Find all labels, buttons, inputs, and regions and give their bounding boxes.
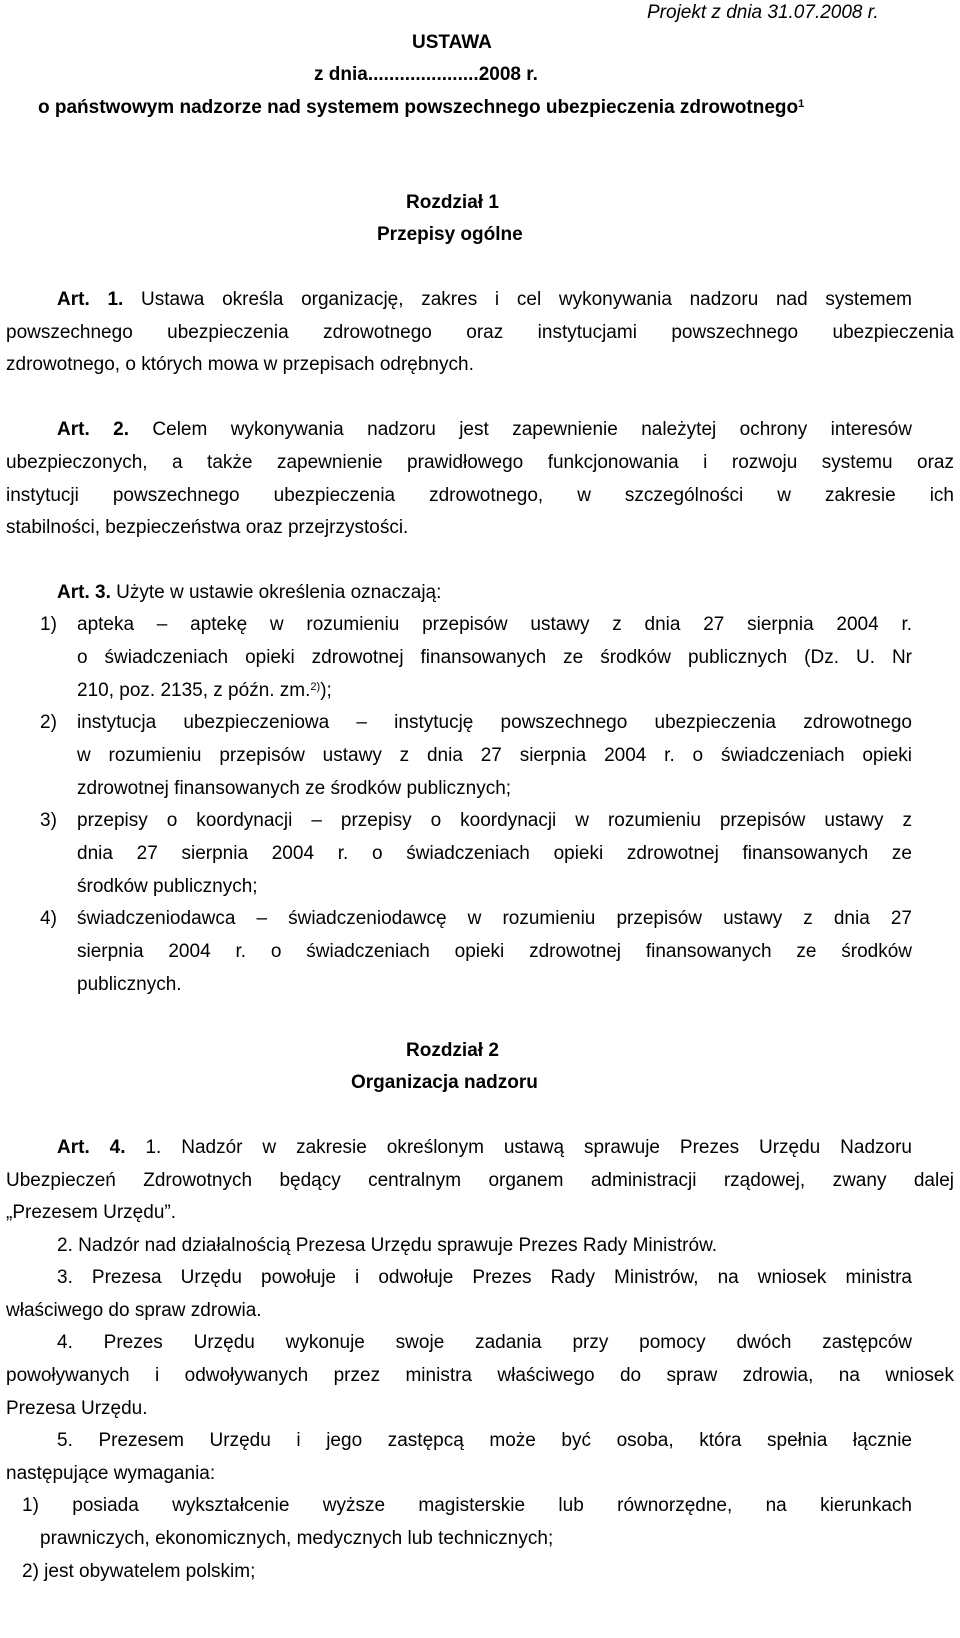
art1-text: Ustawa określa organizację, zakres i cel wykonywania nadzoru nad systemem <box>123 289 912 310</box>
act-title: USTAWA <box>412 32 492 53</box>
list-item-line: 2) jest obywatelem polskim; <box>22 1561 256 1582</box>
art4-line: „Prezesem Urzędu”. <box>6 1202 176 1223</box>
chapter-label: Rozdział 2 <box>406 1040 499 1061</box>
list-item-line: w rozumieniu przepisów ustawy z dnia 27 sierpnia 2004 r. o świadczeniach opieki <box>77 745 912 766</box>
list-item-line: instytucja ubezpieczeniowa – instytucję powszechnego ubezpieczenia zdrowotnego <box>77 712 912 733</box>
draft-date: Projekt z dnia 31.07.2008 r. <box>647 2 879 23</box>
art4-line: 3. Prezesa Urzędu powołuje i odwołuje Prezes Rady Ministrów, na wniosek ministra <box>57 1267 912 1288</box>
article-lead: Art. 1. <box>57 289 124 310</box>
chapter-title: Przepisy ogólne <box>377 224 523 245</box>
list-number: 4) <box>40 908 57 929</box>
list-item-text: 210, poz. 2135, z późn. zm. <box>77 680 311 701</box>
art3-intro <box>57 582 441 604</box>
footnote-ref: 2) <box>310 681 321 693</box>
list-item-line: dnia 27 sierpnia 2004 r. o świadczeniach opieki zdrowotnej finansowanych ze <box>77 843 912 864</box>
list-item-line: przepisy o koordynacji – przepisy o koordynacji w rozumieniu przepisów ustawy z <box>77 810 912 831</box>
art4-line: 2. Nadzór nad działalnością Prezesa Urzędu sprawuje Prezes Rady Ministrów. <box>57 1235 718 1256</box>
list-item-line: publicznych. <box>77 974 182 995</box>
list-number: 1) <box>40 614 57 635</box>
list-item-tail: ); <box>320 680 332 701</box>
footnote-ref: 1 <box>798 98 805 110</box>
chapter-title: Organizacja nadzoru <box>351 1072 538 1093</box>
list-item-line <box>77 680 332 702</box>
chapter-label: Rozdział 1 <box>406 192 499 213</box>
list-item-line: 1) posiada wykształcenie wyższe magisterskie lub równorzędne, na kierunkach <box>22 1495 912 1516</box>
list-item-line: świadczeniodawca – świadczeniodawcę w rozumieniu przepisów ustawy z dnia 27 <box>77 908 912 929</box>
list-item-line: apteka – aptekę w rozumieniu przepisów ustawy z dnia 27 sierpnia 2004 r. <box>77 614 912 635</box>
article-lead: Art. 2. <box>57 419 129 440</box>
list-item-line: sierpnia 2004 r. o świadczeniach opieki zdrowotnej finansowanych ze środków <box>77 941 912 962</box>
art4-text: 1. Nadzór w zakresie określonym ustawą sprawuje Prezes Urzędu Nadzoru <box>125 1137 912 1158</box>
art1-line: zdrowotnego, o których mowa w przepisach odrębnych. <box>6 354 474 375</box>
art4-line: 5. Prezesem Urzędu i jego zastępcą może być osoba, która spełnia łącznie <box>57 1430 912 1451</box>
art4-line: powoływanych i odwoływanych przez ministra właściwego do spraw zdrowia, na wniosek <box>6 1365 954 1386</box>
list-item-line: zdrowotnej finansowanych ze środków publicznych; <box>77 778 512 799</box>
art2-line: stabilności, bezpieczeństwa oraz przejrzystości. <box>6 517 409 538</box>
act-date: z dnia.....................2008 r. <box>314 64 538 85</box>
art4-line: właściwego do spraw zdrowia. <box>6 1300 262 1321</box>
art2-line <box>57 419 912 441</box>
art1-line <box>57 289 912 311</box>
list-item-line: o świadczeniach opieki zdrowotnej finansowanych ze środków publicznych (Dz. U. Nr <box>77 647 912 668</box>
list-item-line: prawniczych, ekonomicznych, medycznych lub technicznych; <box>40 1528 554 1549</box>
act-subject <box>38 97 804 119</box>
art3-intro-text: Użyte w ustawie określenia oznaczają: <box>110 582 442 603</box>
art4-line: 4. Prezes Urzędu wykonuje swoje zadania przy pomocy dwóch zastępców <box>57 1332 912 1353</box>
list-item-line: środków publicznych; <box>77 876 258 897</box>
list-number: 3) <box>40 810 57 831</box>
article-lead: Art. 3. <box>57 582 111 603</box>
art2-line: ubezpieczonych, a także zapewnienie prawidłowego funkcjonowania i rozwoju systemu oraz <box>6 452 954 473</box>
art4-line <box>57 1137 912 1159</box>
act-subject-text: o państwowym nadzorze nad systemem powszechnego ubezpieczenia zdrowotnego <box>38 97 799 118</box>
art2-line: instytucji powszechnego ubezpieczenia zdrowotnego, w szczególności w zakresie ich <box>6 485 954 506</box>
art4-line: następujące wymagania: <box>6 1463 216 1484</box>
art2-text: Celem wykonywania nadzoru jest zapewnienie należytej ochrony interesów <box>128 419 912 440</box>
art4-line: Prezesa Urzędu. <box>6 1398 148 1419</box>
article-lead: Art. 4. <box>57 1137 126 1158</box>
art1-line: powszechnego ubezpieczenia zdrowotnego oraz instytucjami powszechnego ubezpieczenia <box>6 322 954 343</box>
list-number: 2) <box>40 712 57 733</box>
art4-line: Ubezpieczeń Zdrowotnych będący centralnym organem administracji rządowej, zwany dalej <box>6 1170 954 1191</box>
